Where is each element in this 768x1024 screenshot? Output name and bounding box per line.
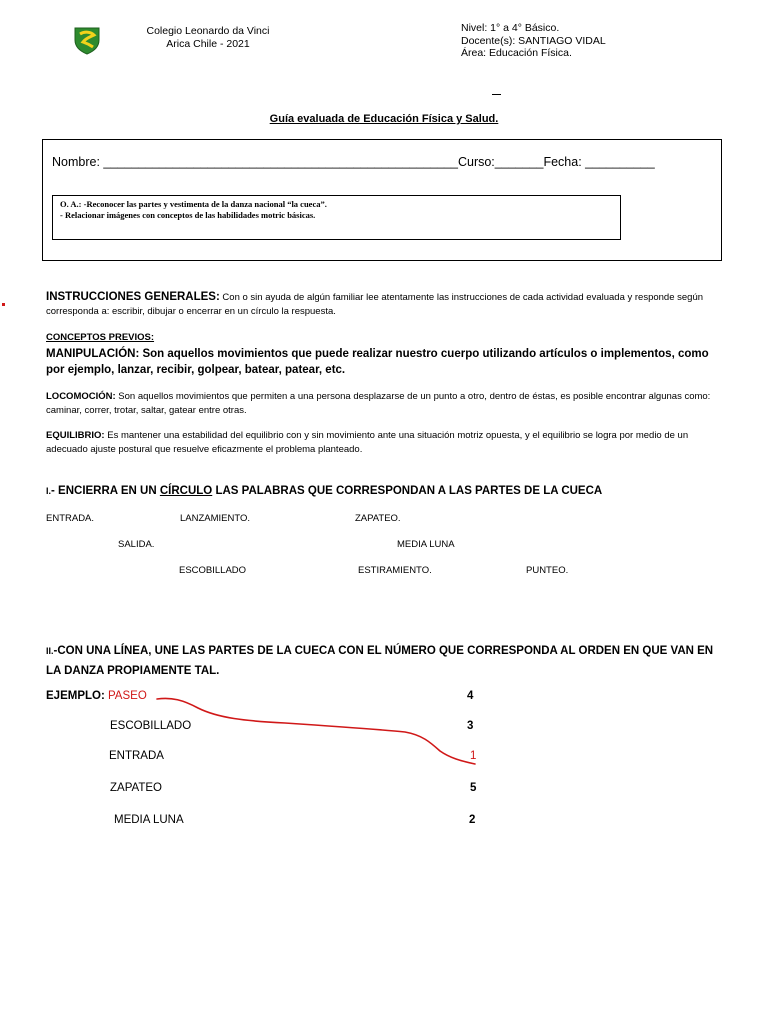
example-item[interactable]: PASEO xyxy=(107,690,147,702)
match-item[interactable]: ESCOBILLADO xyxy=(110,720,192,732)
order-number[interactable]: 2 xyxy=(469,814,476,826)
word-option[interactable]: ESCOBILLADO xyxy=(179,565,247,576)
student-info-line xyxy=(52,155,655,169)
match-item[interactable]: ENTRADA xyxy=(109,750,164,762)
word-option[interactable]: SALIDA. xyxy=(118,539,155,550)
word-option[interactable]: LANZAMIENTO. xyxy=(180,513,251,524)
example-label: EJEMPLO: xyxy=(46,690,108,702)
manipulation-concept xyxy=(46,346,722,378)
general-instructions xyxy=(46,290,722,319)
name-blank[interactable]: ___________________________________________________ xyxy=(103,155,458,169)
question-1-number: I. xyxy=(46,486,52,496)
header-dash xyxy=(492,94,501,95)
red-mark xyxy=(2,303,5,306)
date-blank[interactable]: __________ xyxy=(581,155,655,169)
order-number[interactable]: 4 xyxy=(467,690,474,702)
order-number[interactable]: 3 xyxy=(467,720,474,732)
course-label: Curso: xyxy=(457,155,495,169)
example-row xyxy=(46,690,147,702)
balance-concept xyxy=(46,429,722,457)
word-option[interactable]: PUNTEO. xyxy=(526,565,569,576)
order-number[interactable]: 5 xyxy=(470,782,477,794)
manipulation-text: Son aquellos movimientos que puede realizar nuestro cuerpo utilizando artículos o implementos, como por ejemplo, lanzar, recibir, golpear, batear, patear, etc. xyxy=(46,348,709,376)
question-2-text: -CON UNA LÍNEA, UNE LAS PARTES DE LA CUECA CON EL NÚMERO QUE CORRESPONDA AL ORDEN EN QUE VAN EN LA DANZA PROPIAMENTE TAL. xyxy=(46,645,714,677)
instructions-heading: INSTRUCCIONES GENERALES: xyxy=(46,291,220,303)
match-item[interactable]: MEDIA LUNA xyxy=(114,814,184,826)
locomotion-concept xyxy=(46,390,722,418)
page-title: Guía evaluada de Educación Física y Salud. xyxy=(269,113,499,125)
objective-2: - Relacionar imágenes con conceptos de las habilidades motric básicas. xyxy=(60,210,316,220)
question-1-text-c: LAS PALABRAS QUE CORRESPONDAN A LAS PARTES DE LA CUECA xyxy=(212,485,603,497)
locomotion-term: LOCOMOCIÓN: xyxy=(46,391,116,402)
teacher-text: Docente(s): SANTIAGO VIDAL xyxy=(461,34,606,47)
course-blank[interactable]: _______ xyxy=(494,155,544,169)
word-option[interactable]: MEDIA LUNA xyxy=(397,539,455,550)
area-text: Área: Educación Física. xyxy=(461,47,572,59)
question-1-text-a: - ENCIERRA EN UN xyxy=(51,485,160,497)
word-option[interactable]: ZAPATEO. xyxy=(355,513,401,524)
objective-1: O. A.: -Reconocer las partes y vestimenta de la danza nacional “la cueca”. xyxy=(60,199,327,209)
match-item[interactable]: ZAPATEO xyxy=(110,782,162,794)
school-name xyxy=(118,25,298,51)
school-line-1: Colegio Leonardo da Vinci xyxy=(146,25,270,37)
level-text: Nivel: 1° a 4° Básico. xyxy=(461,22,560,34)
word-option[interactable]: ESTIRAMIENTO. xyxy=(358,565,432,576)
name-label: Nombre: xyxy=(52,155,104,169)
question-1 xyxy=(46,481,602,501)
order-number[interactable]: 1 xyxy=(470,750,477,762)
concepts-heading: CONCEPTOS PREVIOS: xyxy=(46,332,155,343)
instructions-text: Con o sin ayuda de algún familiar lee atentamente las instrucciones de cada actividad evaluada y responde según corresponda a: escribir, dibujar o encerrar en un círculo la respuesta. xyxy=(46,292,704,317)
locomotion-text: Son aquellos movimientos que permiten a una persona desplazarse de un punto a otro, dentro de éstas, es posible encontrar algunas como: caminar, correr, trotar, saltar, gatear entre otras. xyxy=(46,391,711,416)
objectives-box xyxy=(52,195,621,240)
question-2-number: II. xyxy=(46,646,54,656)
word-option[interactable]: ENTRADA. xyxy=(46,513,95,524)
question-2 xyxy=(46,641,722,681)
balance-term: EQUILIBRIO: xyxy=(46,430,105,441)
school-line-2: Arica Chile - 2021 xyxy=(166,38,250,50)
question-1-text-circle: CÍRCULO xyxy=(159,485,213,497)
manipulation-term: MANIPULACIÓN: xyxy=(46,348,140,360)
date-label: Fecha: xyxy=(543,155,582,169)
school-logo xyxy=(72,25,102,55)
course-meta xyxy=(461,22,606,60)
balance-text: Es mantener una estabilidad del equilibrio con y sin movimiento ante una situación motriz opuesta, y el equilibrio se logra por medio de un adecuado ajuste postural que resuelve eficazmente el problema planteado. xyxy=(46,430,689,455)
